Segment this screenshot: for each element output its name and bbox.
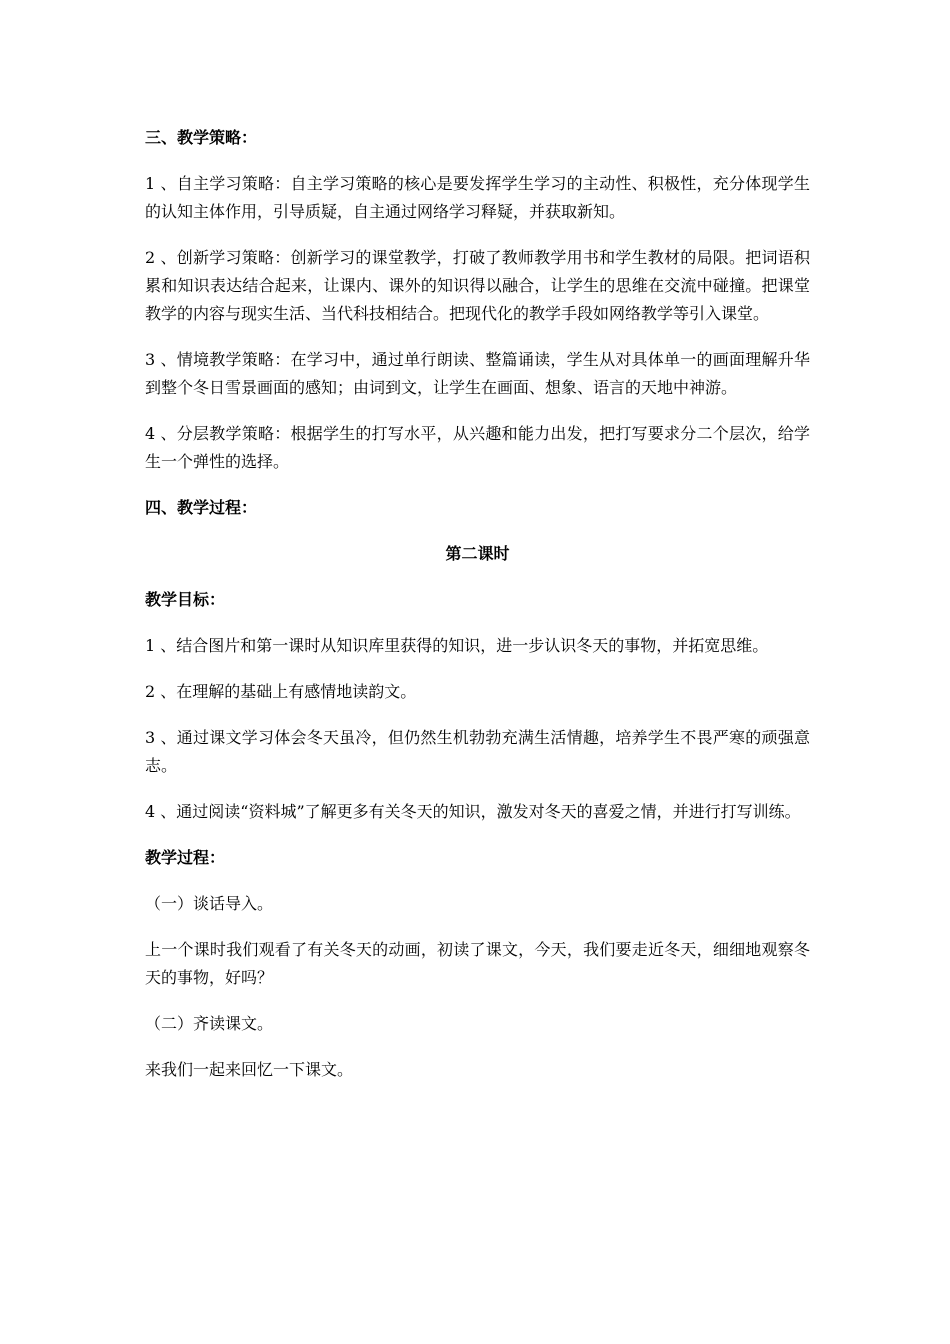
step-2-text: 来我们一起来回忆一下课文。 bbox=[145, 1060, 354, 1079]
step-1-title: （一）谈话导入。 bbox=[145, 894, 274, 913]
section-heading-process: 四、教学过程： bbox=[145, 498, 258, 517]
goal-item-2: 2 、在理解的基础上有感情地读韵文。 bbox=[145, 682, 417, 701]
strategy-item-3: 3 、情境教学策略：在学习中，通过单行朗读、整篇诵读，学生从对具体单一的画面理解升华到整个冬日雪景画面的感知；由词到文，让学生在画面、想象、语言的天地中神游。 bbox=[145, 350, 810, 397]
document-page bbox=[145, 124, 810, 1102]
strategy-item-1: 1 、自主学习策略：自主学习策略的核心是要发挥学生学习的主动性、积极性，充分体现学生的认知主体作用，引导质疑，自主通过网络学习释疑，并获取新知。 bbox=[145, 174, 810, 221]
lesson-title: 第二课时 bbox=[445, 544, 510, 563]
goal-item-1: 1 、结合图片和第一课时从知识库里获得的知识，进一步认识冬天的事物，并拓宽思维。 bbox=[145, 636, 769, 655]
section-heading-strategy: 三、教学策略： bbox=[145, 128, 258, 147]
goals-heading: 教学目标： bbox=[145, 590, 226, 609]
strategy-item-4: 4 、分层教学策略：根据学生的打写水平，从兴趣和能力出发，把打写要求分二个层次，给学生一个弹性的选择。 bbox=[145, 424, 810, 471]
strategy-item-2: 2 、创新学习策略：创新学习的课堂教学，打破了教师教学用书和学生教材的局限。把词语积累和知识表达结合起来，让课内、课外的知识得以融合，让学生的思维在交流中碰撞。把课堂教学的内容与现实生活、当代科技相结合。把现代化的教学手段如网络教学等引入课堂。 bbox=[145, 248, 810, 323]
process-heading: 教学过程： bbox=[145, 848, 226, 867]
goal-item-4: 4 、通过阅读“资料城”了解更多有关冬天的知识，激发对冬天的喜爱之情，并进行打写训练。 bbox=[145, 802, 801, 821]
goal-item-3: 3 、通过课文学习体会冬天虽冷，但仍然生机勃勃充满生活情趣，培养学生不畏严寒的顽强意志。 bbox=[145, 728, 810, 775]
step-2-title: （二）齐读课文。 bbox=[145, 1014, 274, 1033]
step-1-text: 上一个课时我们观看了有关冬天的动画，初读了课文，今天，我们要走近冬天，细细地观察冬 天的事物，好吗？ bbox=[145, 940, 810, 987]
